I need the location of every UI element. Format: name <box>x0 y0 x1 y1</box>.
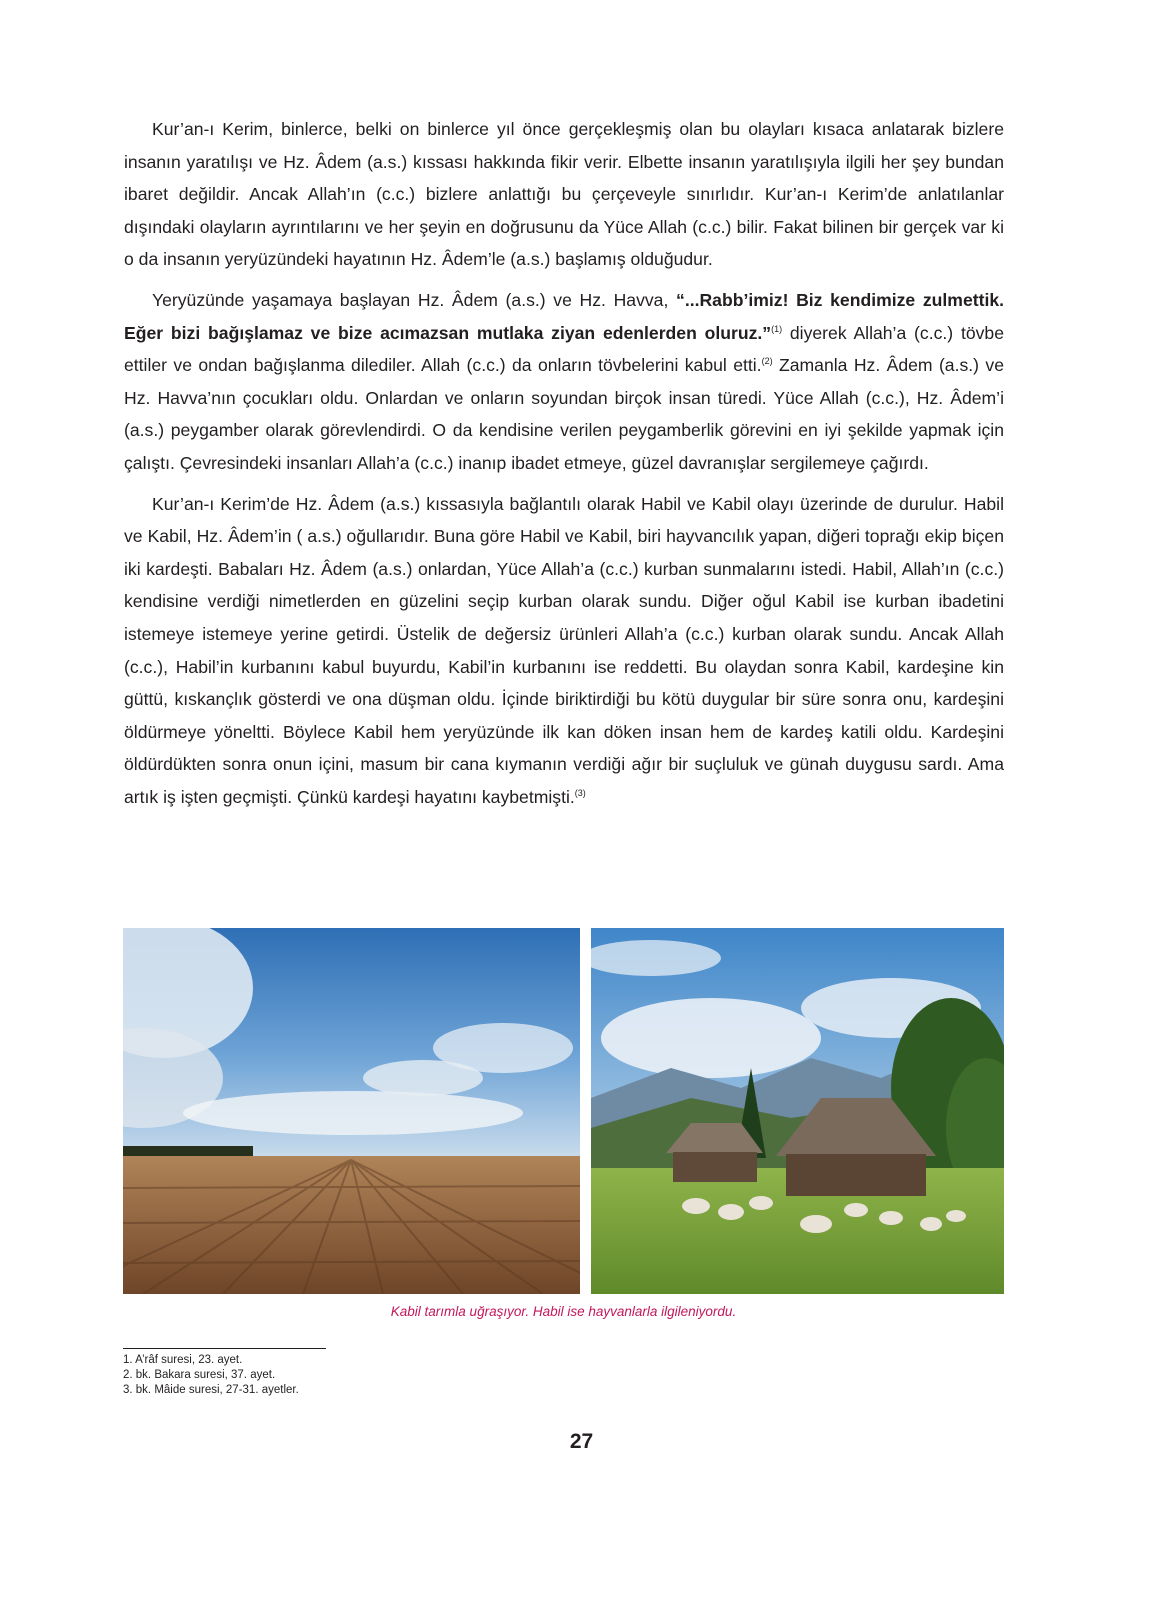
footnote-ref-3: (3) <box>574 788 586 799</box>
footnote-ref-2: (2) <box>761 356 773 367</box>
quran-quote: “...Rabb’imiz! Biz kendimize zulmettik. Eğer bizi bağışlamaz ve bize acımazsan mutlaka ziyan edenlerden oluruz.” <box>124 289 1005 343</box>
paragraph-2-middle: diyerek Allah’a (c.c.) tövbe ettiler ve ondan bağışlanma dilediler. Allah (c.c.) da onların tövbelerini kabul etti. <box>124 322 1004 376</box>
paragraph-2 <box>124 284 1004 480</box>
paragraph-2-intro: Yeryüzünde yaşamaya başlayan Hz. Âdem (a.s.) ve Hz. Havva, <box>152 289 677 310</box>
footnote-divider <box>123 1348 326 1349</box>
footnote-1: 1. A’râf suresi, 23. ayet. <box>123 1354 243 1366</box>
footnote-ref-1: (1) <box>771 323 783 334</box>
page-number: 27 <box>569 1430 594 1453</box>
plowed-field-image <box>123 928 580 1294</box>
body-text <box>124 113 1004 821</box>
sheep-pasture-image <box>591 928 1004 1294</box>
paragraph-1: Kur’an-ı Kerim, binlerce, belki on binlerce yıl önce gerçekleşmiş olan bu olayları kısaca anlatarak bizlere insanın yaratılışı ve Hz. Âdem (a.s.) kıssası hakkında fikir verir. Elbette insanın yaratılışıyla ilgili her şey bundan ibaret değildir. Ancak Allah’ın (c.c.) bizlere anlattığı bu çerçeveyle sınırlıdır. Kur’an-ı Kerim’de anlatılanlar dışındaki olayların ayrıntılarını ve her şeyin en doğrusunu da Yüce Allah (c.c.) bilir. Fakat bilinen bir gerçek var ki o da insanın yeryüzündeki hayatının Hz. Âdem’le (a.s.) başlamış olduğudur. <box>124 119 1004 270</box>
footnotes <box>123 1353 299 1398</box>
footnote-2: 2. bk. Bakara suresi, 37. ayet. <box>123 1369 276 1381</box>
paragraph-2-rest: Zamanla Hz. Âdem (a.s.) ve Hz. Havva’nın çocukları oldu. Onlardan ve onların soyundan birçok insan türedi. Yüce Allah (c.c.), Hz. Âdem’i (a.s.) peygamber olarak görevlendirdi. O da kendisine verilen peygamberlik görevini en iyi şekilde yapmak için çalıştı. Çevresindeki insanları Allah’a (c.c.) inanıp ibadet etmeye, güzel davranışlar sergilemeye çağırdı. <box>124 355 1004 473</box>
footnote-3: 3. bk. Mâide suresi, 27-31. ayetler. <box>123 1384 299 1396</box>
paragraph-3 <box>124 488 1004 814</box>
image-caption: Kabil tarımla uğraşıyor. Habil ise hayvanlarla ilgileniyordu. <box>390 1304 737 1319</box>
paragraph-3-text: Kur’an-ı Kerim’de Hz. Âdem (a.s.) kıssasıyla bağlantılı olarak Habil ve Kabil olayı üzerinde de durulur. Habil ve Kabil, Hz. Âdem’in ( a.s.) oğullarıdır. Buna göre Habil ve Kabil, biri hayvancılık yapan, diğeri toprağı ekip biçen iki kardeşti. Babaları Hz. Âdem (a.s.) onlardan, Yüce Allah’a (c.c.) kurban sunmalarını istedi. Habil, Allah’ın (c.c.) kendisine verdiği nimetlerden en güzelini seçip kurban olarak sundu. Diğer oğul Kabil ise kurban ibadetini istemeye istemeye yerine getirdi. Üstelik de değersiz ürünleri Allah’a (c.c.) kurban olarak sundu. Ancak Allah (c.c.), Habil’in kurbanını kabul buyurdu, Kabil’in kurbanını ise reddetti. Bu olaydan sonra Kabil, kardeşine kin güttü, kıskançlık gösterdi ve ona düşman oldu. İçinde biriktirdiği bu kötü duygular bir süre sonra onu, kardeşini öldürmeye yöneltti. Böylece Kabil hem yeryüzünde ilk kan döken insan hem de kardeş katili oldu. Kardeşini öldürdükten sonra onun içini, masum bir cana kıymanın verdiği ağır bir suçluluk ve günah duygusu sardı. Ama artık iş işten geçmişti. Çünkü kardeşi hayatını kaybetmişti. <box>124 493 1004 807</box>
